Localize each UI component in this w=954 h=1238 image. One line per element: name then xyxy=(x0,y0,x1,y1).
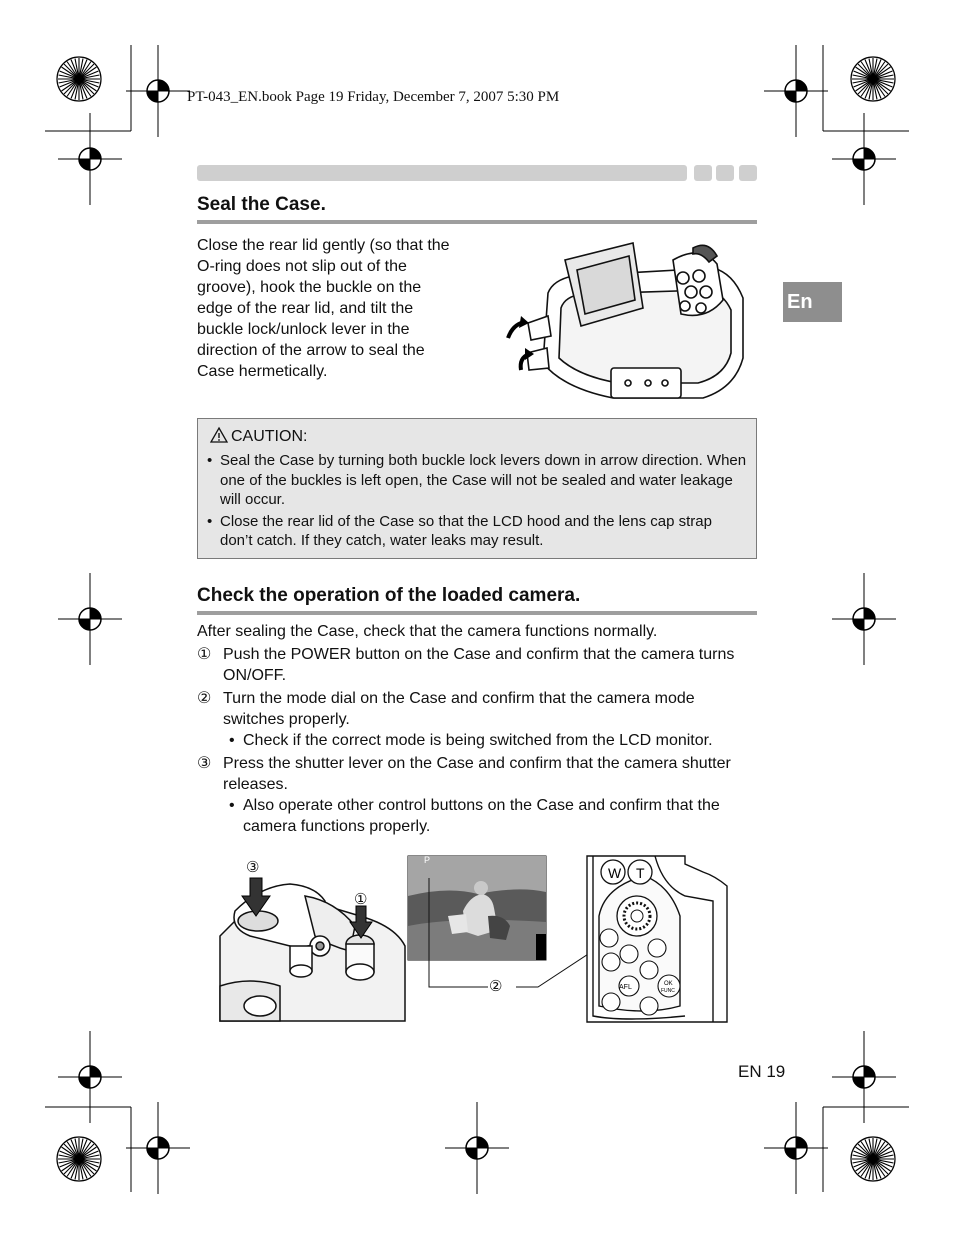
step-1 xyxy=(197,644,757,686)
text-line: direction of the arrow to seal the xyxy=(197,342,425,359)
page-number: EN 19 xyxy=(738,1062,786,1081)
step-text: Push the POWER button on the Case and confirm that the camera turns ON/OFF. xyxy=(223,646,735,684)
text-line: edge of the rear lid, and tilt the xyxy=(197,300,414,317)
text-line: Case hermetically. xyxy=(197,363,328,380)
header-square xyxy=(739,165,757,181)
seal-instructions xyxy=(197,235,487,382)
header-bar xyxy=(197,165,687,181)
subnote-text: Check if the correct mode is being switched from the LCD monitor. xyxy=(243,732,713,749)
text-line: Close the rear lid gently (so that the xyxy=(197,237,450,254)
caution-item: • Seal the Case by turning both buckle lock levers down in arrow direction. When one of the buckles is left open, the Case will not be sealed and water leakage will occur. xyxy=(206,451,748,510)
afl-button-label: AFL xyxy=(619,984,632,991)
header-square xyxy=(716,165,734,181)
bullet: • xyxy=(229,732,235,749)
caution-title xyxy=(210,427,307,446)
header-square xyxy=(694,165,712,181)
step-number: ③ xyxy=(197,755,212,772)
step-number: ① xyxy=(197,646,212,663)
callout-dial: ② xyxy=(489,978,503,995)
lcd-mode-label: P xyxy=(424,855,431,865)
bullet: • xyxy=(229,797,235,814)
section-heading-seal: Seal the Case. xyxy=(197,194,326,215)
step-text: Turn the mode dial on the Case and confirm that the camera mode switches properly. xyxy=(223,690,695,728)
step-subnote xyxy=(229,795,757,837)
section-heading-check: Check the operation of the loaded camera. xyxy=(197,585,581,606)
caution-item: • Close the rear lid of the Case so that the LCD hood and the lens cap strap don’t catch. If they catch, water leaks may result. xyxy=(206,512,748,551)
callout-power: ① xyxy=(354,891,368,908)
case-illustration xyxy=(503,238,753,408)
text-line: O-ring does not slip out of the xyxy=(197,258,407,275)
zoom-t-button: T xyxy=(636,865,645,881)
callout-shutter: ③ xyxy=(246,859,260,876)
step-text: Press the shutter lever on the Case and confirm that the camera shutter releases. xyxy=(223,755,731,793)
step-number: ② xyxy=(197,690,212,707)
caution-box xyxy=(197,418,757,559)
shutter-power-illustration xyxy=(220,856,406,1021)
check-intro: After sealing the Case, check that the camera functions normally. xyxy=(197,623,658,640)
print-header: PT-043_EN.book Page 19 Friday, December 7, 2007 5:30 PM xyxy=(187,89,560,105)
step-2 xyxy=(197,688,757,751)
rear-controls-illustration xyxy=(585,856,727,1022)
ok-button-label: OK xyxy=(664,981,673,987)
warning-triangle-icon xyxy=(210,427,228,443)
func-button-label: FUNC xyxy=(661,988,675,994)
subnote-text: Also operate other control buttons on the Case and confirm that the camera functions properly. xyxy=(243,797,720,835)
zoom-w-button: W xyxy=(608,865,622,881)
language-tab: En xyxy=(783,282,842,322)
caution-list xyxy=(206,451,748,553)
text-line: buckle lock/unlock lever in the xyxy=(197,321,410,338)
text-line: groove), hook the buckle on the xyxy=(197,279,422,296)
step-3 xyxy=(197,753,757,837)
heading-rule xyxy=(197,220,757,224)
heading-rule xyxy=(197,611,757,615)
step-subnote xyxy=(229,730,757,751)
caution-label: CAUTION: xyxy=(231,428,308,445)
